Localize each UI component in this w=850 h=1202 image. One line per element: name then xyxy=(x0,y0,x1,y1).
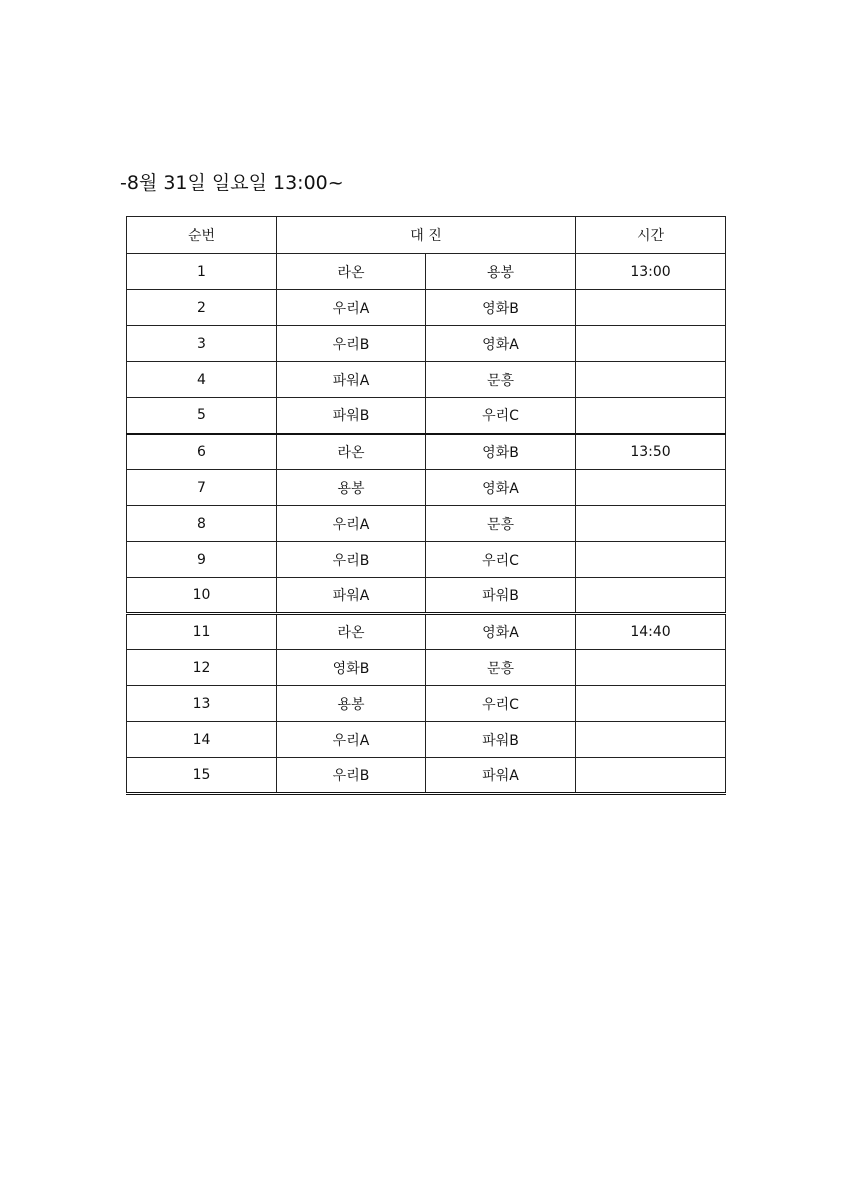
cell-time xyxy=(576,542,726,578)
cell-no: 9 xyxy=(127,542,277,578)
cell-time xyxy=(576,650,726,686)
cell-team2: 문흥 xyxy=(426,650,576,686)
cell-team2: 파워B xyxy=(426,578,576,614)
table-row xyxy=(127,614,726,650)
cell-time xyxy=(576,398,726,434)
cell-team2: 영화A xyxy=(426,470,576,506)
header-no: 순번 xyxy=(127,217,277,254)
cell-time xyxy=(576,722,726,758)
cell-no: 3 xyxy=(127,326,277,362)
cell-team2: 문흥 xyxy=(426,362,576,398)
cell-no: 2 xyxy=(127,290,277,326)
cell-time: 14:40 xyxy=(576,614,726,650)
cell-no: 11 xyxy=(127,614,277,650)
schedule-heading: -8월 31일 일요일 13:00~ xyxy=(120,172,344,194)
table-row xyxy=(127,506,726,542)
table-row xyxy=(127,470,726,506)
cell-no: 8 xyxy=(127,506,277,542)
cell-team1: 우리A xyxy=(277,722,426,758)
cell-team2: 영화B xyxy=(426,434,576,470)
cell-no: 5 xyxy=(127,398,277,434)
table-row xyxy=(127,326,726,362)
cell-time: 13:00 xyxy=(576,254,726,290)
cell-team1: 용봉 xyxy=(277,686,426,722)
cell-team1: 라온 xyxy=(277,614,426,650)
cell-team2: 문흥 xyxy=(426,506,576,542)
cell-team1: 우리B xyxy=(277,542,426,578)
cell-no: 7 xyxy=(127,470,277,506)
cell-team1: 파워A xyxy=(277,578,426,614)
cell-team1: 용봉 xyxy=(277,470,426,506)
cell-time xyxy=(576,506,726,542)
cell-no: 10 xyxy=(127,578,277,614)
cell-no: 4 xyxy=(127,362,277,398)
cell-team1: 파워B xyxy=(277,398,426,434)
table-row xyxy=(127,434,726,470)
cell-team2: 우리C xyxy=(426,542,576,578)
header-match: 대 진 xyxy=(277,217,576,254)
cell-team1: 라온 xyxy=(277,254,426,290)
cell-no: 12 xyxy=(127,650,277,686)
cell-team2: 우리C xyxy=(426,398,576,434)
cell-team2: 영화A xyxy=(426,326,576,362)
cell-time xyxy=(576,758,726,794)
cell-time xyxy=(576,470,726,506)
table-row xyxy=(127,578,726,614)
table-row xyxy=(127,254,726,290)
header-time: 시간 xyxy=(576,217,726,254)
cell-team2: 용봉 xyxy=(426,254,576,290)
cell-team1: 우리A xyxy=(277,290,426,326)
table-header-row xyxy=(127,217,726,254)
cell-team2: 영화A xyxy=(426,614,576,650)
cell-time: 13:50 xyxy=(576,434,726,470)
table-row xyxy=(127,290,726,326)
table-row xyxy=(127,398,726,434)
cell-team1: 영화B xyxy=(277,650,426,686)
cell-no: 14 xyxy=(127,722,277,758)
match-schedule-table xyxy=(126,216,726,795)
cell-team1: 우리A xyxy=(277,506,426,542)
cell-time xyxy=(576,326,726,362)
cell-team1: 라온 xyxy=(277,434,426,470)
cell-team1: 파워A xyxy=(277,362,426,398)
table-row xyxy=(127,542,726,578)
cell-team2: 우리C xyxy=(426,686,576,722)
table-row xyxy=(127,362,726,398)
cell-time xyxy=(576,686,726,722)
cell-team2: 파워B xyxy=(426,722,576,758)
cell-no: 15 xyxy=(127,758,277,794)
cell-team1: 우리B xyxy=(277,758,426,794)
cell-team2: 영화B xyxy=(426,290,576,326)
table-row xyxy=(127,758,726,794)
cell-no: 13 xyxy=(127,686,277,722)
table-row xyxy=(127,686,726,722)
cell-no: 1 xyxy=(127,254,277,290)
cell-time xyxy=(576,578,726,614)
cell-time xyxy=(576,290,726,326)
table-row xyxy=(127,722,726,758)
table-row xyxy=(127,650,726,686)
cell-team2: 파워A xyxy=(426,758,576,794)
cell-team1: 우리B xyxy=(277,326,426,362)
cell-no: 6 xyxy=(127,434,277,470)
cell-time xyxy=(576,362,726,398)
